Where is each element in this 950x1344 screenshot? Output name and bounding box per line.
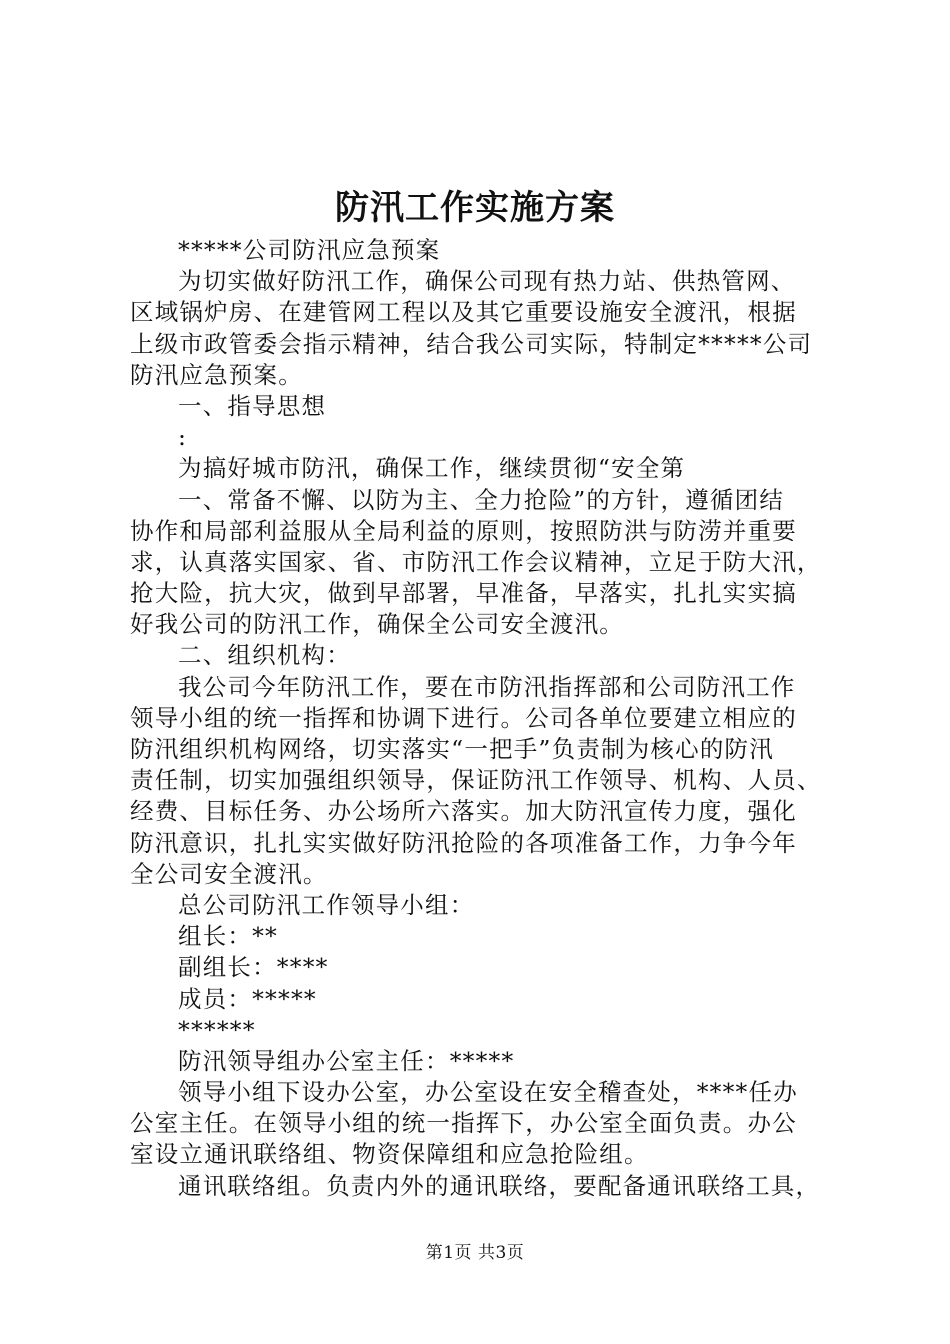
paragraph-line: 领导小组的统一指挥和协调下进行。公司各单位要建立相应的 — [130, 703, 797, 732]
paragraph-line: *****公司防汛应急预案 — [178, 236, 441, 264]
paragraph-line: 成员：***** — [178, 984, 317, 1013]
paragraph-line: 抢大险，抗大灾，做到早部署，早准备，早落实，扎扎实实搞 — [130, 579, 797, 608]
paragraph-line: 我公司今年防汛工作，要在市防汛指挥部和公司防汛工作 — [178, 672, 796, 701]
paragraph-line: 副组长：**** — [178, 953, 329, 982]
paragraph-line: : — [178, 423, 188, 452]
paragraph-line: 领导小组下设办公室，办公室设在安全稽查处，****任办 — [178, 1078, 798, 1107]
paragraph-line: 经费、目标任务、办公场所六落实。加大防汛宣传力度，强化 — [130, 797, 797, 826]
paragraph-line: 防汛应急预案。 — [130, 360, 303, 389]
document-body — [130, 235, 830, 1202]
paragraph-line: 防汛领导组办公室主任：***** — [178, 1046, 515, 1075]
paragraph-line: 协作和局部利益服从全局利益的原则，按照防洪与防涝并重要 — [130, 516, 797, 545]
paragraph-line: 责任制，切实加强组织领导，保证防汛工作领导、机构、人员、 — [130, 766, 822, 795]
paragraph-line: 组长：** — [178, 922, 278, 951]
document-title: 防汛工作实施方案 — [335, 188, 615, 228]
paragraph-line: 上级市政管委会指示精神，结合我公司实际，特制定*****公司 — [130, 329, 813, 358]
paragraph-line: 通讯联络组。负责内外的通讯联络，要配备通讯联络工具， — [178, 1171, 821, 1200]
paragraph-line: 防汛意识，扎扎实实做好防汛抢险的各项准备工作，力争今年 — [130, 828, 797, 857]
paragraph-line: 好我公司的防汛工作，确保全公司安全渡汛。 — [130, 610, 624, 639]
paragraph-line: 求，认真落实国家、省、市防汛工作会议精神，立足于防大汛， — [130, 547, 822, 576]
section-heading: 一、指导思想 — [178, 391, 327, 420]
paragraph-line: ****** — [178, 1015, 256, 1044]
paragraph-line: 总公司防汛工作领导小组： — [178, 890, 475, 919]
paragraph-line: 区域锅炉房、在建管网工程以及其它重要设施安全渡汛，根据 — [130, 298, 797, 327]
section-heading: 二、组织机构： — [178, 641, 351, 670]
page-footer: 第1页 共3页 — [425, 1243, 525, 1263]
paragraph-line: 为搞好城市防汛，确保工作，继续贯彻“安全第 — [178, 454, 686, 483]
paragraph-line: 全公司安全渡汛。 — [130, 859, 328, 888]
paragraph-line: 防汛组织机构网络，切实落实“一把手”负责制为核心的防汛 — [130, 735, 774, 763]
paragraph-line: 为切实做好防汛工作，确保公司现有热力站、供热管网、 — [178, 267, 796, 296]
paragraph-line: 室设立通讯联络组、物资保障组和应急抢险组。 — [130, 1140, 649, 1169]
paragraph-line: 公室主任。在领导小组的统一指挥下，办公室全面负责。办公 — [130, 1109, 797, 1138]
paragraph-line: 一、常备不懈、以防为主、全力抢险”的方针，遵循团结 — [178, 485, 785, 514]
